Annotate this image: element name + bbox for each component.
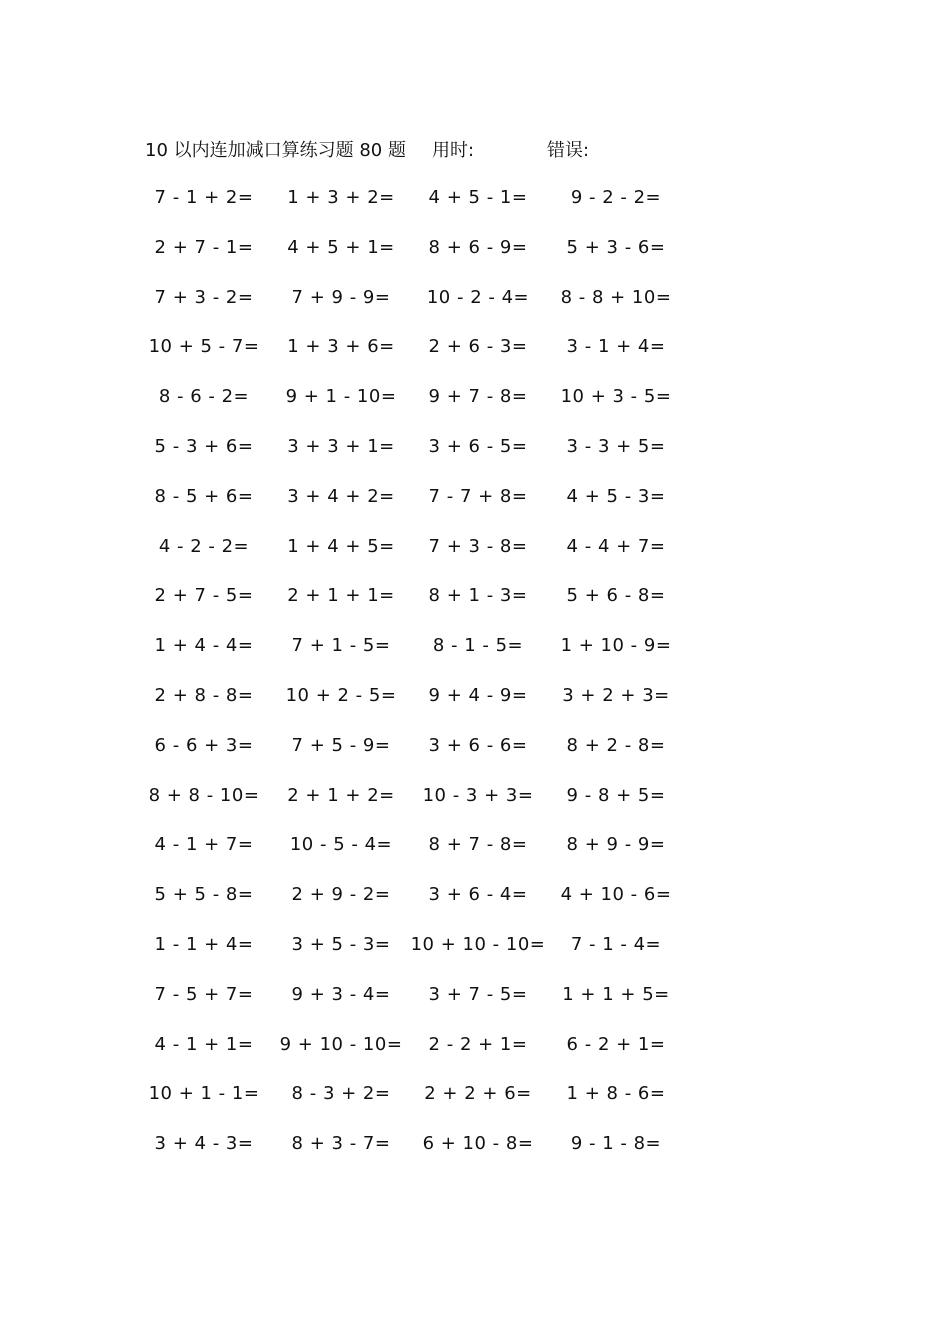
- problem-item: 4 + 5 - 3=: [566, 485, 666, 507]
- problem-item: 8 - 3 + 2=: [291, 1083, 391, 1105]
- problem-item: 3 + 7 - 5=: [428, 983, 528, 1005]
- problem-item: 3 + 5 - 3=: [291, 933, 391, 955]
- problem-item: 3 + 4 - 3=: [154, 1133, 254, 1155]
- problem-item: 2 + 6 - 3=: [428, 336, 528, 358]
- problem-row: [0, 581, 950, 631]
- problem-row: [0, 432, 950, 482]
- problem-item: 10 - 5 - 4=: [289, 834, 393, 856]
- problem-item: 2 + 7 - 1=: [154, 236, 254, 258]
- problem-row: [0, 781, 950, 831]
- problem-item: 4 + 5 - 1=: [428, 187, 528, 208]
- problem-row: [0, 233, 950, 283]
- problem-row: [0, 183, 950, 233]
- problem-item: 4 - 4 + 7=: [566, 535, 666, 557]
- problem-item: 7 - 1 - 4=: [570, 933, 662, 955]
- problem-item: 4 - 1 + 1=: [154, 1033, 254, 1055]
- problem-item: 2 + 9 - 2=: [291, 884, 391, 906]
- problem-item: 1 + 1 + 5=: [562, 983, 670, 1005]
- problem-item: 4 + 10 - 6=: [560, 884, 672, 906]
- problem-row: [0, 1030, 950, 1080]
- problem-item: 1 + 4 + 5=: [287, 535, 395, 557]
- problem-item: 9 + 4 - 9=: [428, 684, 528, 706]
- problem-item: 7 - 1 + 2=: [154, 187, 254, 208]
- problem-item: 3 - 1 + 4=: [566, 336, 666, 358]
- problem-item: 5 + 3 - 6=: [566, 236, 666, 258]
- error-label: 错误:: [547, 140, 590, 161]
- problem-item: 1 + 10 - 9=: [560, 635, 672, 657]
- problem-item: 2 - 2 + 1=: [428, 1033, 528, 1055]
- problem-item: 9 + 1 - 10=: [285, 386, 397, 408]
- problem-item: 7 + 1 - 5=: [291, 635, 391, 657]
- problem-item: 9 - 1 - 8=: [570, 1133, 662, 1155]
- worksheet-title: 10 以内连加减口算练习题 80 题: [145, 140, 406, 161]
- problem-grid: [0, 183, 950, 1179]
- problem-item: 3 + 2 + 3=: [562, 684, 670, 706]
- problem-item: 8 - 1 - 5=: [432, 635, 524, 657]
- problem-item: 10 + 2 - 5=: [285, 684, 397, 706]
- problem-item: 8 + 8 - 10=: [148, 784, 260, 806]
- problem-item: 7 + 3 - 2=: [154, 286, 254, 308]
- problem-item: 7 + 5 - 9=: [291, 734, 391, 756]
- problem-item: 9 - 8 + 5=: [566, 784, 666, 806]
- problem-item: 5 - 3 + 6=: [154, 435, 254, 457]
- problem-item: 8 - 8 + 10=: [560, 286, 672, 308]
- problem-item: 4 - 2 - 2=: [158, 535, 250, 557]
- problem-item: 2 + 8 - 8=: [154, 684, 254, 706]
- problem-row: [0, 1079, 950, 1129]
- problem-row: [0, 332, 950, 382]
- problem-item: 9 + 7 - 8=: [428, 386, 528, 408]
- problem-item: 8 + 9 - 9=: [566, 834, 666, 856]
- problem-item: 7 + 3 - 8=: [428, 535, 528, 557]
- problem-item: 3 + 6 - 4=: [428, 884, 528, 906]
- problem-row: [0, 731, 950, 781]
- problem-row: [0, 382, 950, 432]
- problem-item: 1 + 4 - 4=: [154, 635, 254, 657]
- problem-item: 8 + 1 - 3=: [428, 585, 528, 607]
- problem-item: 4 + 5 + 1=: [287, 236, 395, 258]
- problem-row: [0, 880, 950, 930]
- problem-item: 3 + 3 + 1=: [287, 435, 395, 457]
- problem-item: 7 - 5 + 7=: [154, 983, 254, 1005]
- problem-item: 9 + 10 - 10=: [279, 1033, 403, 1055]
- problem-item: 1 + 8 - 6=: [566, 1083, 666, 1105]
- problem-row: [0, 482, 950, 532]
- problem-row: [0, 283, 950, 333]
- problem-item: 5 + 6 - 8=: [566, 585, 666, 607]
- problem-item: 8 - 5 + 6=: [154, 485, 254, 507]
- problem-row: [0, 532, 950, 582]
- problem-item: 9 + 3 - 4=: [291, 983, 391, 1005]
- problem-item: 8 + 2 - 8=: [566, 734, 666, 756]
- problem-item: 7 + 9 - 9=: [291, 286, 391, 308]
- problem-item: 3 + 6 - 6=: [428, 734, 528, 756]
- problem-item: 2 + 1 + 2=: [287, 784, 395, 806]
- problem-item: 3 - 3 + 5=: [566, 435, 666, 457]
- problem-item: 1 + 3 + 2=: [287, 187, 395, 208]
- problem-item: 6 + 10 - 8=: [422, 1133, 534, 1155]
- time-label: 用时:: [432, 140, 475, 161]
- problem-item: 10 + 1 - 1=: [148, 1083, 260, 1105]
- problem-row: [0, 681, 950, 731]
- problem-item: 8 + 7 - 8=: [428, 834, 528, 856]
- problem-item: 10 - 3 + 3=: [422, 784, 534, 806]
- problem-item: 9 - 2 - 2=: [570, 187, 662, 208]
- problem-row: [0, 830, 950, 880]
- problem-item: 2 + 1 + 1=: [287, 585, 395, 607]
- problem-item: 1 + 3 + 6=: [287, 336, 395, 358]
- problem-item: 3 + 6 - 5=: [428, 435, 528, 457]
- problem-item: 8 + 6 - 9=: [428, 236, 528, 258]
- problem-item: 7 - 7 + 8=: [428, 485, 528, 507]
- problem-item: 10 + 10 - 10=: [410, 933, 546, 955]
- problem-item: 1 - 1 + 4=: [154, 933, 254, 955]
- worksheet-header: [0, 136, 950, 166]
- problem-item: 6 - 2 + 1=: [566, 1033, 666, 1055]
- problem-item: 6 - 6 + 3=: [154, 734, 254, 756]
- problem-row: [0, 930, 950, 980]
- problem-item: 10 + 5 - 7=: [148, 336, 260, 358]
- problem-item: 3 + 4 + 2=: [287, 485, 395, 507]
- problem-item: 10 + 3 - 5=: [560, 386, 672, 408]
- problem-row: [0, 1129, 950, 1179]
- problem-item: 2 + 2 + 6=: [424, 1083, 532, 1105]
- problem-item: 8 - 6 - 2=: [158, 386, 250, 408]
- problem-row: [0, 980, 950, 1030]
- problem-item: 2 + 7 - 5=: [154, 585, 254, 607]
- problem-item: 10 - 2 - 4=: [426, 286, 530, 308]
- problem-item: 4 - 1 + 7=: [154, 834, 254, 856]
- problem-item: 8 + 3 - 7=: [291, 1133, 391, 1155]
- problem-row: [0, 631, 950, 681]
- problem-item: 5 + 5 - 8=: [154, 884, 254, 906]
